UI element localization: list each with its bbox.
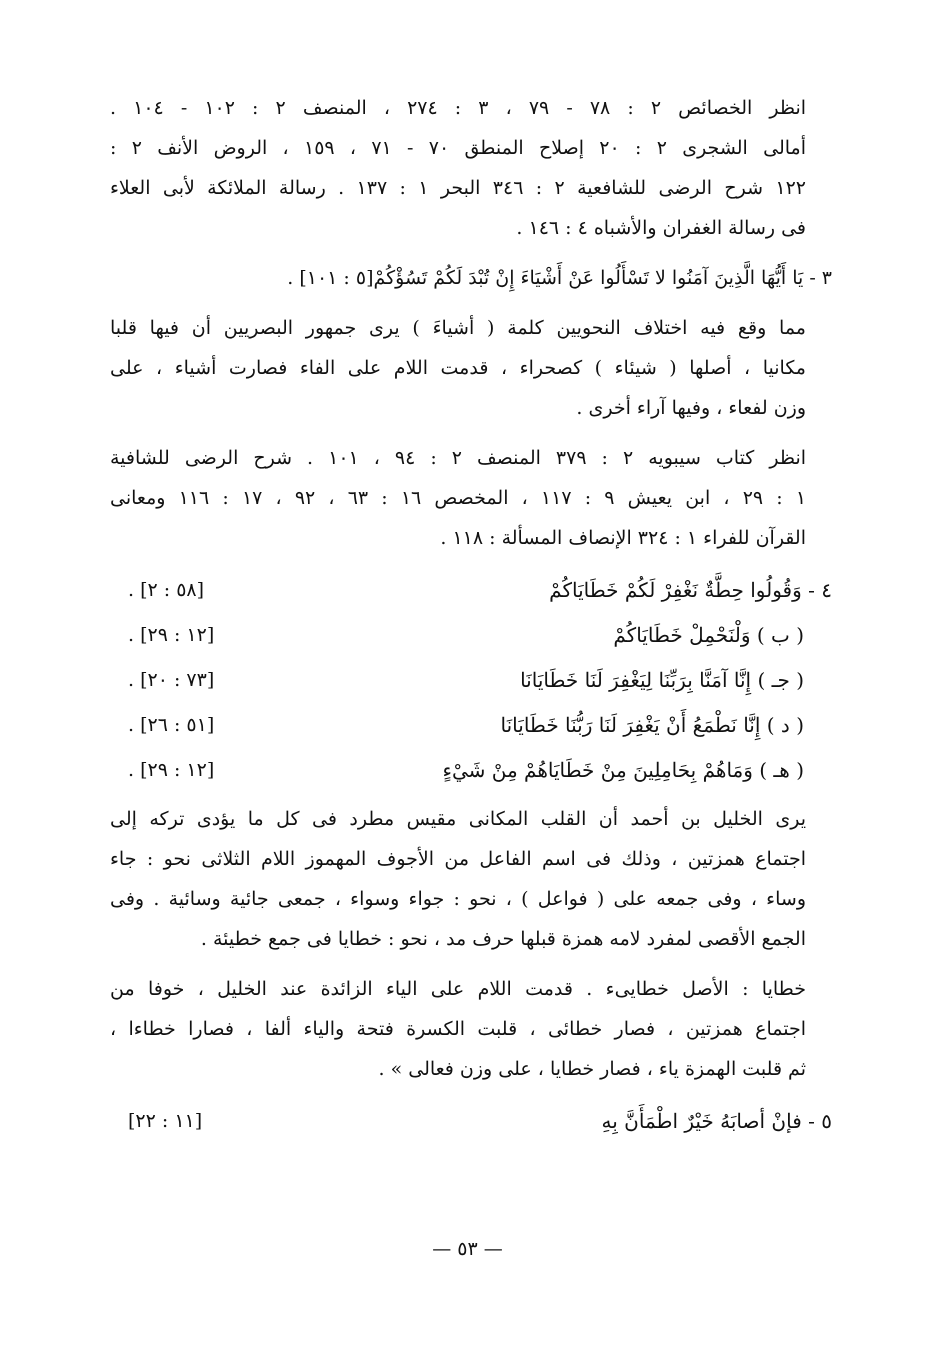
- verse-5: [110, 1099, 832, 1144]
- text-line: اجتماع همزتين ، فصار خطائى ، قلبت الكسرة فتحة والياء ألفا ، فصارا خطاءا ،: [110, 1018, 806, 1040]
- verse-reference: . [١٢ : ٢٩]: [128, 624, 215, 646]
- commentary-paragraph-5: [110, 969, 832, 1089]
- verse-4b: [110, 613, 832, 658]
- verse-text: ٤ - وَقُولُوا حِطَّةٌ نَغْفِرْ لَكُمْ خَطَايَاكُمْ: [549, 578, 832, 602]
- verse-reference: . [١٢ : ٢٩]: [128, 759, 215, 781]
- text-line: يرى الخليل بن أحمد أن القلب المكانى مقيس مطرد فى كل ما يؤدى تركه إلى: [110, 808, 806, 830]
- verse-reference: . [٥٨ : ٢]: [128, 579, 205, 601]
- text-line: القرآن للفراء ١ : ٣٢٤ الإنصاف المسألة : ١١٨ .: [440, 527, 806, 549]
- text-line: وساء ، وفى جمعه على ( فواعل ) ، نحو : جواء وسواء ، جمعى جائية وسائية . وفى: [110, 888, 806, 910]
- text-line: انظر الخصائص ٢ : ٧٨ - ٧٩ ، ٣ : ٢٧٤ ، المنصف ٢ : ١٠٢ - ١٠٤ .: [110, 97, 807, 119]
- text-line: فى رسالة الغفران والأشباه ٤ : ١٤٦ .: [516, 217, 806, 239]
- text-line: الجمع الأقصى لمفرد لامه همزة قبلها حرف مد ، نحو : خطايا فى جمع خطيئة .: [200, 928, 806, 950]
- text-line: أمالى الشجرى ٢ : ٢٠ إصلاح المنطق ٧٠ - ٧١ ، ١٥٩ ، الروض الأنف ٢ :: [110, 137, 806, 159]
- verse-reference: . [٧٣ : ٢٠]: [128, 669, 215, 691]
- text-line: مكانيا ، أصلها ( شيئاء ) كصحراء ، قدمت اللام على الفاء فصارت أشياء ، على: [110, 357, 806, 379]
- text-line: مما وقع فيه اختلاف النحويين كلمة ( أشياءَ ) يرى جمهور البصريين أن فيها قلبا: [110, 317, 806, 339]
- verse-text: ٥ - فإنْ أصابَهُ خَيْرٌ اطْمَأَنَّ بِهِ: [601, 1109, 832, 1133]
- verse-4a: [110, 568, 832, 613]
- verse-3-text: ٣ - يَا أَيُّهَا الَّذِينَ آمَنُوا لا تَسْأَلُوا عَنْ أَشْيَاءَ إِنْ تُبْدَ لَكُمْ تَسُؤْكُمْ[٥ : ١٠١] .: [287, 267, 832, 289]
- commentary-paragraph-2: [110, 308, 832, 428]
- verse-reference: [١١ : ٢٢]: [128, 1110, 203, 1132]
- text-line: ١٢٢ شرح الرضى للشافعية ٢ : ٣٤٦ البحر ١ : ١٣٧ . رسالة الملائكة لأبى العلاء: [110, 177, 806, 199]
- text-line: خطايا : الأصل خطايىء . قدمت اللام على الياء الزائدة عند الخليل ، خوفا من: [110, 978, 806, 1000]
- references-paragraph-1: [110, 88, 832, 248]
- text-line: ١ : ٢٩ ، ابن يعيش ٩ : ١١٧ ، المخصص ١٦ : ٦٣ ، ٩٢ ، ١٧ : ١١٦ ومعانى: [110, 487, 807, 509]
- text-line: ثم قلبت الهمزة ياء ، فصار خطايا ، على وزن فعالى » .: [378, 1058, 806, 1080]
- verse-reference: . [٥١ : ٢٦]: [128, 714, 215, 736]
- verse-4c: [110, 658, 832, 703]
- verse-3: [110, 258, 832, 298]
- verse-text: ( هـ ) وَمَاهُمْ بِحَامِلِينَ مِنْ خَطَايَاهُمْ مِنْ شَيْءٍ: [442, 758, 804, 782]
- verses-4-group: [110, 568, 832, 793]
- commentary-paragraph-4: [110, 799, 832, 959]
- verse-4d: [110, 703, 832, 748]
- text-line: وزن لفعاء ، وفيها آراء أخرى .: [576, 397, 806, 419]
- references-paragraph-3: [110, 438, 832, 558]
- text-line: اجتماع همزتين ، وذلك فى اسم الفاعل من الأجوف المهموز اللام الثلاثى نحو : جاء: [110, 848, 806, 870]
- text-line: انظر كتاب سيبويه ٢ : ٣٧٩ المنصف ٢ : ٩٤ ، ١٠١ . شرح الرضى للشافية: [110, 447, 807, 469]
- verse-text: ( جـ ) إِنَّا آمَنَّا بِرَبِّنَا لِيَغْفِرَ لَنَا خَطَايَانَا: [520, 668, 804, 692]
- verse-text: ( د ) إِنَّا نَطْمَعُ أَنْ يَغْفِرَ لَنَا رَبُّنَا خَطَايَانَا: [500, 713, 804, 737]
- page-number: — ٥٣ —: [432, 1238, 503, 1260]
- verse-4e: [110, 748, 832, 793]
- page-body: [110, 88, 832, 1144]
- verse-text: ( ب ) وَلْنَحْمِلْ خَطَايَاكُمْ: [613, 623, 804, 647]
